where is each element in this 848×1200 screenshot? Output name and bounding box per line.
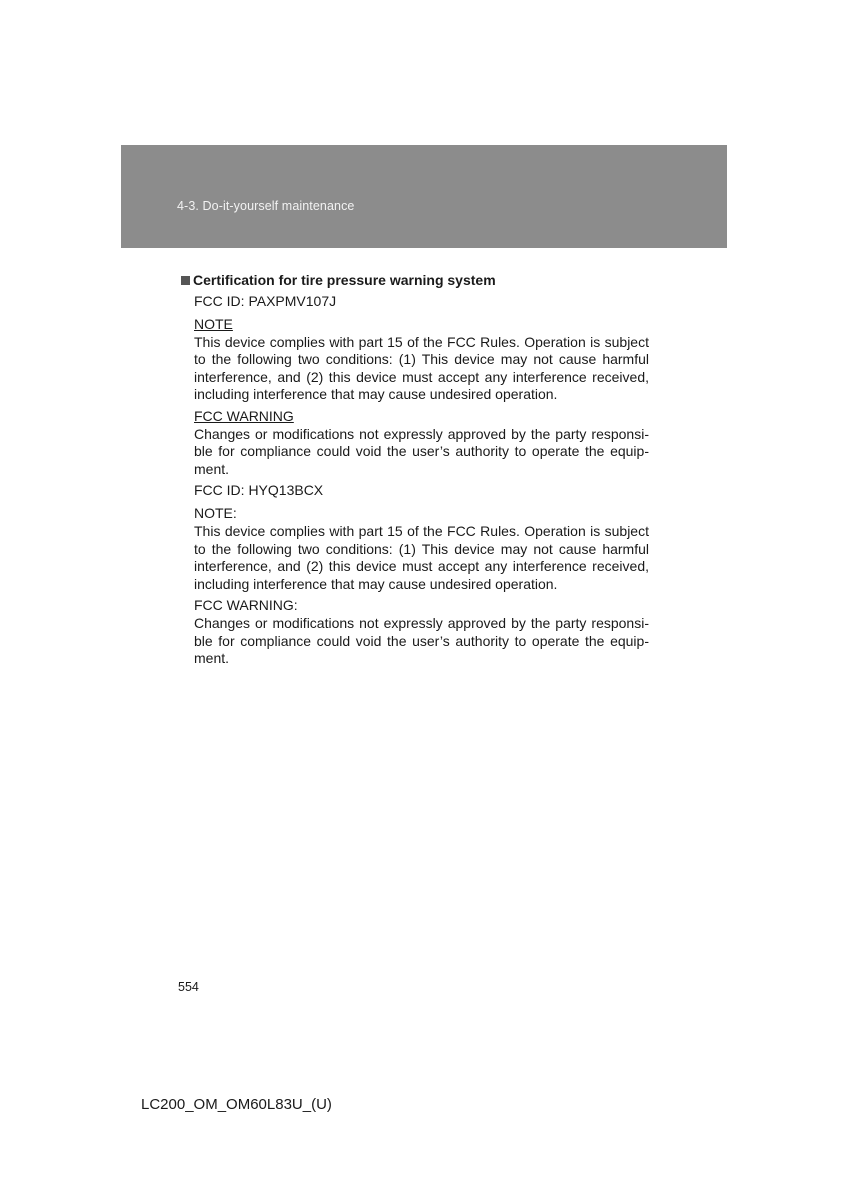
fcc-id-2: FCC ID: HYQ13BCX (194, 482, 324, 499)
section-heading (181, 271, 649, 289)
certification-block-1 (194, 293, 649, 478)
section-heading-text: Certification for tire pressure warning system (193, 272, 496, 288)
square-bullet-icon (181, 276, 190, 285)
document-code: LC200_OM_OM60L83U_(U) (141, 1096, 332, 1113)
warning-text-2: Changes or modifications not expressly approved by the party responsible for compliance could void the user’s authority to operate the equipment. (194, 614, 649, 667)
warning-label-2: FCC WARNING: (194, 597, 298, 614)
note-text-2: This device complies with part 15 of the FCC Rules. Operation is subject to the following two conditions: (1) This device may not cause harmful interference, and (2) this device must accept any interference received, including interference that may cause undesired operation. (194, 522, 649, 592)
warning-label-1: FCC WARNING (194, 407, 294, 424)
note-text-1: This device complies with part 15 of the FCC Rules. Operation is subject to the following two conditions: (1) This device may not cause harmful interference, and (2) this device must accept any interference received, including interference that may cause undesired operation. (194, 333, 649, 403)
section-header-band (121, 145, 727, 248)
fcc-id-1: FCC ID: PAXPMV107J (194, 293, 337, 309)
certification-block-2 (194, 482, 649, 667)
section-title: 4-3. Do-it-yourself maintenance (177, 199, 355, 213)
warning-text-1: Changes or modifications not expressly approved by the party responsible for compliance could void the user’s authority to operate the equipment. (194, 425, 649, 477)
page-number: 554 (178, 980, 199, 994)
note-label-2: NOTE: (194, 505, 237, 522)
main-content (181, 271, 649, 668)
note-label-1: NOTE (194, 316, 233, 332)
